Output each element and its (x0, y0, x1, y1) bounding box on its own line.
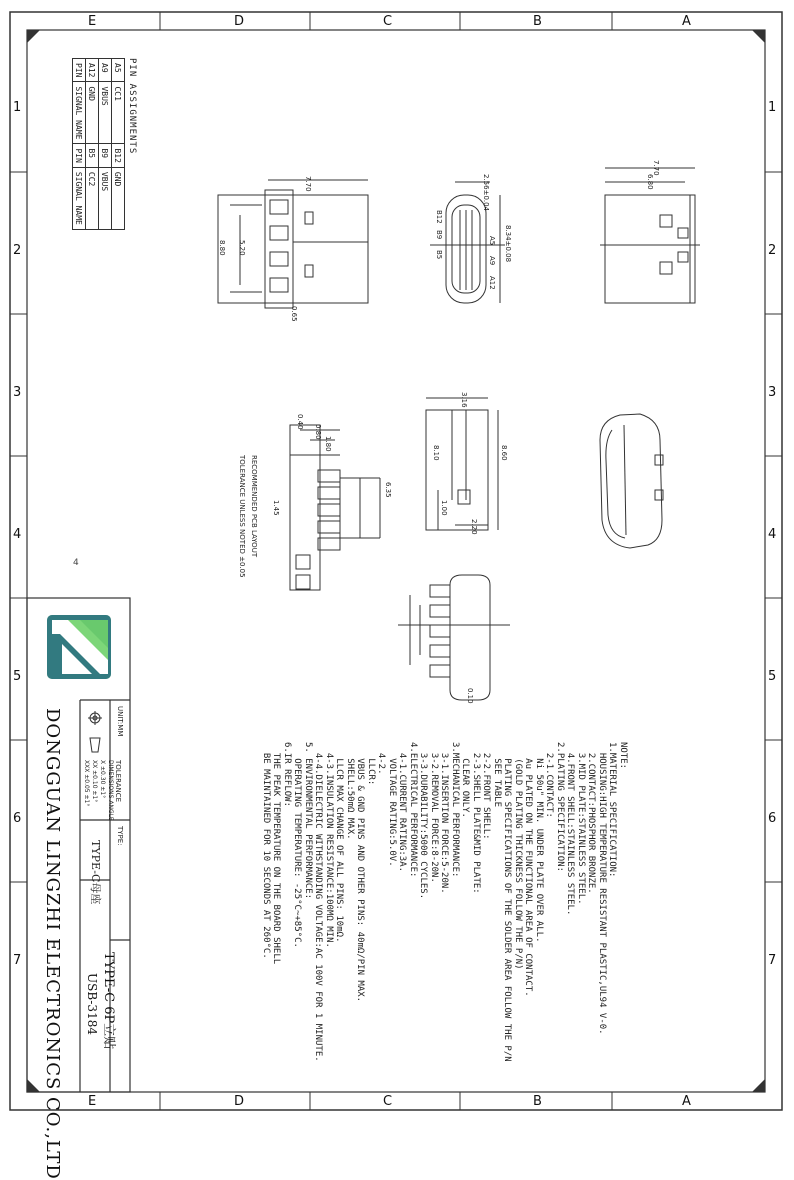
note-line: 3.MECHANICAL PERFORMANCE: (450, 742, 460, 878)
note-line: 4.FRONT SHELL:STAINLESS STEEL. (565, 742, 576, 916)
note-line: 4-4.DIELECTRIC WITHSTANDING VOLTAGE:AC 100V FOR 1 MINUTE. (313, 742, 324, 1062)
pin-label: A5 (488, 236, 496, 246)
tolerance-row: XX ±0.10 ±1° (91, 760, 98, 803)
tolerance-row: DIMENSIONS ANGLE (107, 760, 114, 821)
unit-label: UNIT:MM (116, 706, 124, 737)
table-row (86, 59, 99, 230)
corner-mark (752, 1079, 765, 1092)
note-line: NOTE: (618, 742, 628, 770)
note-line: 2-1.CONTACT: (544, 742, 555, 818)
zone-letter: C (383, 1094, 393, 1109)
zone-number: 1 (13, 100, 22, 115)
note-line: 3-1.INSERTION FORCE:5-20N. (439, 742, 450, 894)
note-line: THE PEAK TEMPERATURE ON THE BOARD SHELL (271, 742, 282, 965)
note-line: 3-2.REMOVAL FORCE:8-20N. (429, 742, 439, 883)
note-line: LLCR: (366, 742, 376, 786)
pin-assignment-table (72, 58, 137, 230)
note-line: CLEAR ONLY. (460, 742, 471, 818)
table-cell: VBUS (99, 167, 112, 229)
table-cell: CC1 (112, 82, 125, 144)
note-line: Ni 50u" MIN. UNDER PLATE OVER ALL. (534, 742, 544, 943)
tolerance-table (82, 760, 114, 821)
dimension-label: 6.80 (646, 174, 654, 190)
table-cell: PIN (73, 59, 86, 82)
note-line: 2.PLATING SPECIFICATION: (555, 742, 565, 873)
dimension-label: 7.70 (652, 160, 660, 176)
zone-letter: C (383, 14, 393, 29)
table-row (99, 59, 112, 230)
dimension-label: 8.80 (218, 240, 226, 256)
note-line: 4-1.CURRENT RATING:3A. (397, 742, 408, 873)
note-line: 2.CONTACT:PHOSPHOR BRONZE. (586, 742, 597, 894)
note-line: VBUS & GND PINS AND OTHER PINS: 40mΩ/PIN MAX. (355, 742, 366, 1003)
table-cell: SIGNAL NAME (73, 82, 86, 144)
isometric-drawing (600, 414, 663, 548)
zone-letter: E (88, 1094, 97, 1109)
bottom-view-drawing (398, 575, 510, 700)
tolerance-row: XXX ±0.05 ±1° (83, 760, 90, 807)
zone-letter: E (88, 14, 97, 29)
table-cell: CC2 (86, 167, 99, 229)
dimension-label: 0.10 (466, 688, 474, 704)
dimension-label: 8.34±0.08 (504, 225, 512, 263)
corner-mark (752, 30, 765, 43)
annotation-mark: 4 (73, 558, 79, 568)
table-cell: B9 (99, 144, 112, 167)
note-line: 1.MATERIAL SPECIFICATION: (607, 742, 618, 878)
note-line: LLCR MAX CHANGE OF ALL PINS: 10mΩ. (334, 742, 345, 943)
zone-number: 7 (768, 953, 777, 968)
dimension-label: 7.70 (304, 176, 312, 192)
note-line: HOUSING:HIGH TEMPERATURE RESISTANT PLASTIC,UL94 V-0. (597, 742, 607, 1035)
notes-block (261, 742, 629, 1062)
note-line: 3.MID PLATE:STAINLESS STEEL. (576, 742, 586, 905)
zone-letter: B (533, 1094, 542, 1109)
dimension-label: 0.40 (296, 414, 304, 430)
dimension-label: 1.00 (440, 500, 448, 516)
company-logo (47, 615, 111, 679)
note-line: 6.IR REFLOW: (282, 742, 292, 808)
table-cell: A5 (112, 59, 125, 82)
zone-number: 3 (13, 385, 22, 400)
zone-number: 3 (768, 385, 777, 400)
zone-number: 2 (13, 243, 22, 258)
note-line: 4.ELECTRICAL PERFORMANCE: (408, 742, 418, 878)
zone-letter: A (682, 1094, 691, 1109)
zone-number: 5 (768, 669, 777, 684)
corner-mark (27, 30, 40, 43)
zone-number: 1 (768, 100, 777, 115)
pin-label: A9 (488, 256, 496, 266)
zone-letter: D (234, 1094, 245, 1109)
dimension-label: 2.56±0.04 (482, 174, 490, 212)
pin-label: A12 (488, 276, 496, 290)
zone-letter: A (682, 14, 691, 29)
table-cell: B5 (86, 144, 99, 167)
tolerance-label: TOLERANCE (114, 760, 122, 803)
note-line: 4-2. (376, 742, 387, 775)
zone-letter: B (533, 14, 542, 29)
dimension-label: 1.45 (272, 500, 280, 516)
zone-letter: D (234, 14, 245, 29)
dimension-label: 2.20 (470, 519, 478, 535)
table-cell: GND (112, 167, 125, 229)
company-name: DONGGUAN LINGZHI ELECTRONICS CO.,LTD (42, 708, 63, 1180)
note-line: PLATING SPECIFICATIONS OF THE SOLDER AREA FOLLOW THE P/N (502, 742, 513, 1062)
projection-symbol (88, 711, 102, 752)
note-line: 2-2.FRONT SHELL: (481, 742, 492, 840)
dimension-label: 6.35 (384, 482, 392, 498)
pin-label: B5 (435, 250, 443, 260)
note-line: VOLTAGE RATING:5.0V. (387, 742, 397, 867)
note-line: 3-3.DURABILITY:5000 CYCLES. (418, 742, 429, 900)
dimension-label: 5.20 (238, 240, 246, 256)
table-row (73, 59, 86, 230)
zone-number: 4 (13, 527, 22, 542)
zone-number: 6 (768, 811, 777, 826)
note-line: 5. ENVIRONMENTAL PERFORMANCE: (303, 742, 313, 900)
note-line: SHELL:50mΩ MAX. (345, 742, 355, 840)
corner-mark (27, 1079, 40, 1092)
zone-number: 4 (768, 527, 777, 542)
note-line: BE MAINTAINED FOR 10 SECONDS AT 260°C. (261, 742, 271, 959)
pin-label: B12 (435, 210, 443, 224)
dimension-label: 0.80 (314, 424, 322, 440)
dimension-label: 0.65 (290, 306, 298, 322)
tolerance-row: X ±0.30 ±1° (99, 760, 106, 799)
table-cell: PIN (73, 144, 86, 167)
dimension-label: 3.16 (460, 392, 468, 408)
zone-number: 2 (768, 243, 777, 258)
pcb-layout-drawing (290, 425, 380, 590)
section-view-drawing (426, 398, 498, 530)
type-label: TYPE: (116, 826, 124, 846)
table-row (112, 59, 125, 230)
note-line: OPERATING TEMPERATURE: -25°C~+85°C. (292, 742, 303, 948)
table-cell: A12 (86, 59, 99, 82)
zone-number: 7 (13, 953, 22, 968)
zone-number: 5 (13, 669, 22, 684)
type-value: TYPE-C母座 (89, 840, 102, 905)
part-number: USB-3184 (85, 973, 99, 1035)
note-line: SEE TABLE (492, 742, 502, 808)
table-cell: B12 (112, 144, 125, 167)
pcb-caption: TOLERANCE UNLESS NOTED ±0.05 (238, 455, 246, 578)
zone-number: 6 (13, 811, 22, 826)
table-cell: VBUS (99, 82, 112, 144)
note-line: 2-3.SHELL PLATE&MID PLATE: (471, 742, 481, 894)
table-cell: GND (86, 82, 99, 144)
pin-label: B9 (435, 230, 443, 240)
dimension-label: 8.60 (500, 445, 508, 461)
note-line: (GOLD PLATING THICKNESS FOLLOW THE P/N) (513, 742, 523, 970)
product-title: TYPE-C 6P立贴 (101, 952, 116, 1050)
table-cell: A9 (99, 59, 112, 82)
pcb-caption: RECOMMENDED PCB LAYOUT (250, 455, 258, 558)
note-line: Au PLATED ON THE FUNCTIONAL AREA OF CONTACT. (523, 742, 534, 997)
pin-table-caption: PIN ASSIGNMENTS (127, 58, 137, 155)
table-cell: SIGNAL NAME (73, 167, 86, 229)
dimension-label: 1.80 (324, 436, 332, 452)
dimension-label: 8.10 (432, 445, 440, 461)
note-line: 4-3.INSULATION RESISTANCE:100MΩ MIN. (324, 742, 334, 948)
